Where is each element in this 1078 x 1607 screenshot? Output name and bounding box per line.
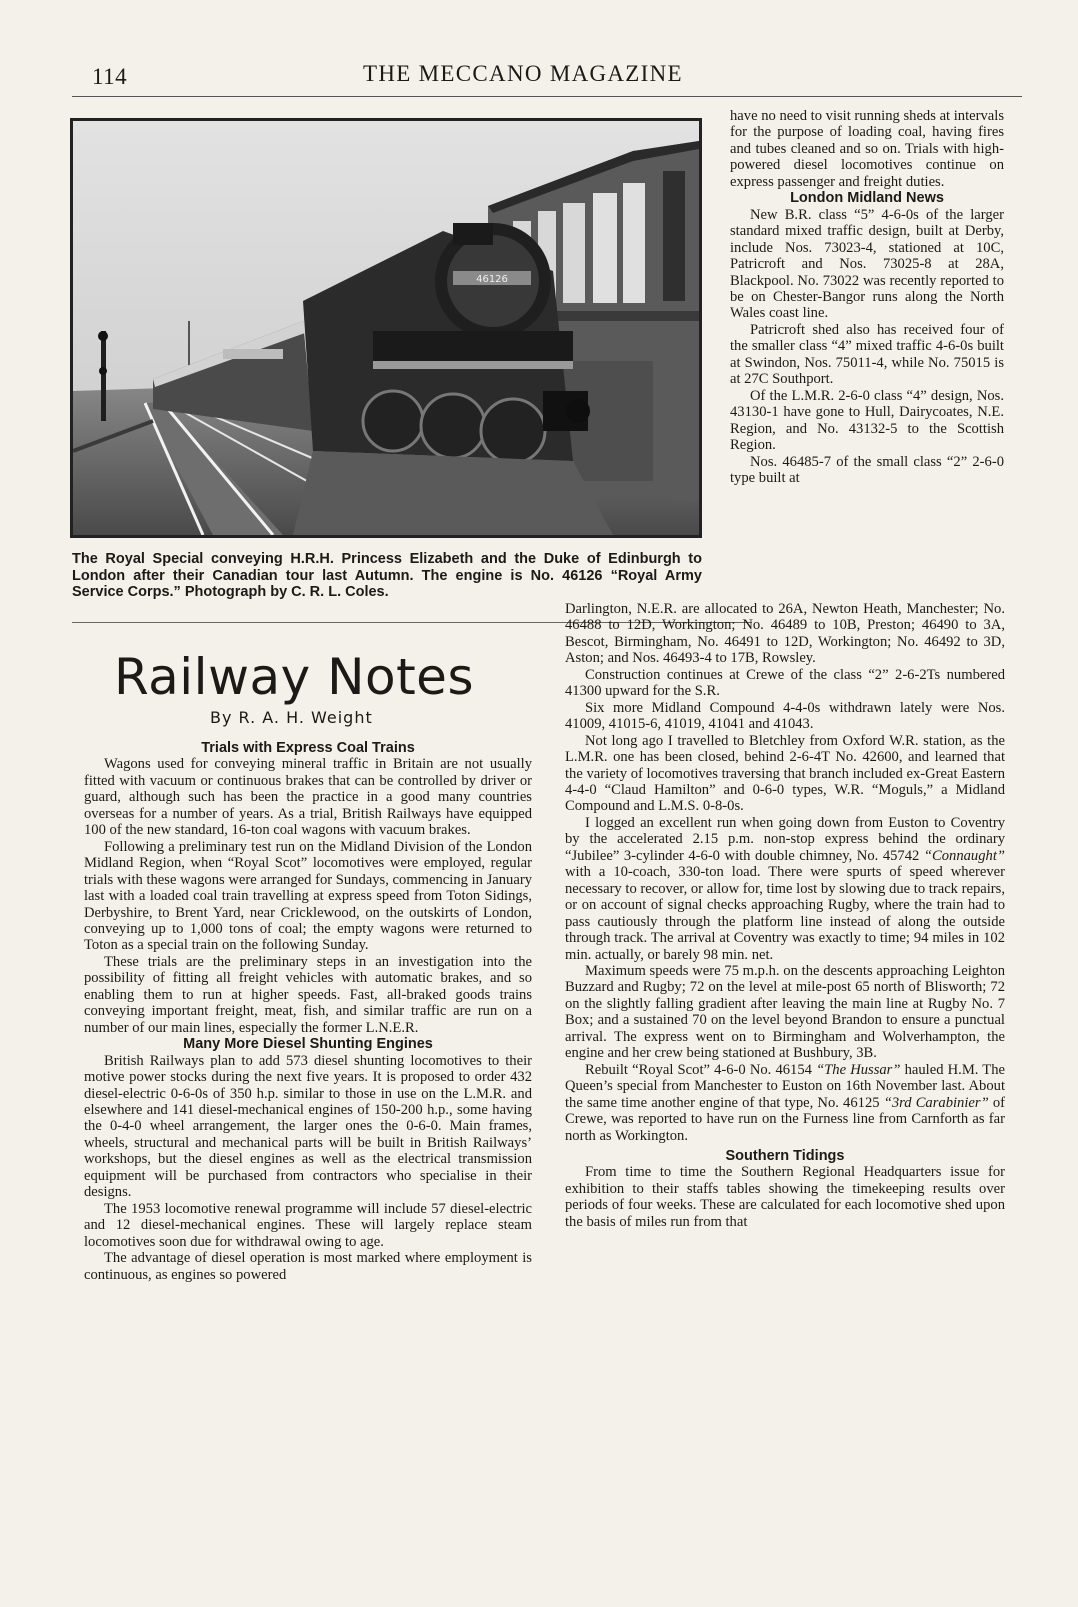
article-column-left (84, 740, 532, 1283)
smokebox-number-plate: 46126 (476, 274, 508, 285)
paragraph: Not long ago I travelled to Bletchley from Oxford W.R. station, as the L.M.R. one has been closed, behind 2-6-4T No. 42600, and learned that the variety of locomotives traversing that branch included ex-Great Eastern 4-4-0 “Claud Hamilton” and 0-6-0 types, W.R. “Moguls,” a Midland Compound and L.M.S. 0-8-0s. (565, 732, 1005, 815)
text-run: Rebuilt “Royal Scot” 4-6-0 No. 46154 (585, 1061, 817, 1078)
paragraph: Wagons used for conveying mineral traffic in Britain are not usually fitted with vacuum or continuous brakes that can be controlled by driver or guard, although such has been the practice in a good many countries overseas for a number of years. As a trial, British Railways have equipped 100 of the new standard, 16-ton coal wagons with vacuum brakes. (84, 756, 532, 839)
paragraph: Following a preliminary test run on the Midland Division of the London Midland Region, when “Royal Scot” locomotives were employed, regular trials with these wagons were arranged for Sundays, commencing in January last with a loaded coal train travelling at express speed from Toton Sidings, Derbyshire, to Brent Yard, near Cricklewood, on the outskirts of London, conveying up to 1,000 tons of coal; the empty wagons were returned to Toton as a special train on the following Sunday. (84, 838, 532, 954)
locomotive-name: “The Hussar” (816, 1061, 901, 1078)
paragraph: Construction continues at Crewe of the class “2” 2-6-2Ts numbered 41300 upward for the S.R. (565, 666, 1005, 700)
locomotive-name: “3rd Carabinier” (883, 1094, 989, 1111)
locomotive-photo-drawing (73, 121, 699, 535)
paragraph: have no need to visit running sheds at intervals for the purpose of loading coal, having fires and tubes cleaned and so on. Trials with high-powered diesel locomotives continue on express passenger and freight duties. (730, 108, 1004, 190)
paragraph: New B.R. class “5” 4-6-0s of the larger standard mixed traffic design, built at Derby, include Nos. 73023-4, stationed at 10C, Patricroft and Nos. 73025-8 at 28A, Blackpool. No. 73022 was recently reported to be on Chester-Bangor runs along the North Wales coast line. (730, 206, 1004, 322)
article-title: Railway Notes (114, 648, 474, 706)
paragraph: Patricroft shed also has received four of the smaller class “4” mixed traffic 4-6-0s built at Swindon, Nos. 75011-4, while No. 75015 is at 27C Southport. (730, 321, 1004, 388)
paragraph: Maximum speeds were 75 m.p.h. on the descents approaching Leighton Buzzard and Rugby; 72 on the level at mile-post 65 north of Blisworth; 72 on the slightly falling gradient after leaving the main line at Rugby No. 7 Box; and a sustained 70 on the level beyond Brandon to ensure a punctual arrival. The express went on to Birmingham and Wolverhampton, the engine and her crew being stationed at Bushbury, 3B. (565, 962, 1005, 1062)
article-column-right-bottom (565, 601, 1005, 1230)
page-number: 114 (92, 64, 128, 89)
header-rule (72, 96, 1022, 97)
locomotive-photo (70, 118, 702, 538)
magazine-title: THE MECCANO MAGAZINE (363, 61, 683, 86)
paragraph: British Railways plan to add 573 diesel shunting locomotives to their motive power stocks during the next five years. It is proposed to order 432 diesel-electric 0-6-0s of 350 h.p. similar to those in use on the L.M.R. and elsewhere and 141 diesel-mechanical engines of 150-200 h.p., some having the 0-4-0 wheel arrangement, the larger ones the 0-6-0. Main frames, wheels, structural and mechanical parts will be built in British Railways’ workshops, but the diesel engines as well as the electrical transmission equipment will be purchased from contractors who specialise in their designs. (84, 1052, 532, 1201)
article-column-right-top (730, 108, 1004, 486)
subheading-southern-tidings: Southern Tidings (725, 1147, 845, 1164)
article-byline: By R. A. H. Weight (210, 708, 373, 727)
paragraph (565, 1062, 1005, 1144)
text-run: with a 10-coach, 330-ton load. There were spurts of speed wherever necessary to recover, or allow for, time lost by slowing due to track repairs, or on account of signal checks approaching Rugby, where the train had to pass cautiously through the platform line instead of along the outside through track. The arrival at Coventry was exactly to time; 94 miles in 102 min. actually, or barely 98 min. net. (565, 864, 1005, 963)
paragraph: Of the L.M.R. 2-6-0 class “4” design, Nos. 43130-1 have gone to Hull, Dairycoates, N.E. Region, and No. 43132-5 to the Scottish Region. (730, 387, 1004, 454)
subheading-london-midland-news: London Midland News (790, 190, 944, 207)
text-run: I logged an excellent run when going down from Euston to Coventry by the accelerated 2.15 p.m. non-stop express behind the ordinary “Jubilee” 3-cylinder 4-6-0 with double chimney, No. 45742 (565, 814, 1005, 864)
subheading-express-coal-trains: Trials with Express Coal Trains (201, 740, 415, 756)
paragraph: Six more Midland Compound 4-4-0s withdrawn lately were Nos. 41009, 41015-6, 41019, 41041 and 41043. (565, 699, 1005, 733)
paragraph: Darlington, N.E.R. are allocated to 26A, Newton Heath, Manchester; No. 46488 to 12D, Workington; No. 46489 to 10B, Preston; 46490 to 3A, Bescot, Birmingham, No. 46491 to 12D, Workington; No. 46492 to 3D, Aston; and Nos. 46493-4 to 17B, Rowsley. (565, 601, 1005, 667)
paragraph: Nos. 46485-7 of the small class “2” 2-6-0 type built at (730, 453, 1004, 486)
paragraph: The 1953 locomotive renewal programme will include 57 diesel-electric and 12 diesel-mechanical engines. These will largely replace steam locomotives soon due for withdrawal owing to age. (84, 1200, 532, 1250)
paragraph (565, 815, 1005, 963)
paragraph: These trials are the preliminary steps in an investigation into the possibility of fitting all freight vehicles with automatic brakes, and so enabling them to run at higher speeds. Fast, all-braked goods trains conveying important freight, meat, fish, and similar traffic are run on a number of our main lines, especially the former L.N.E.R. (84, 953, 532, 1036)
photo-caption: The Royal Special conveying H.R.H. Princess Elizabeth and the Duke of Edinburgh to London after their Canadian tour last Autumn. The engine is No. 46126 “Royal Army Service Corps.” Photograph by C. R. L. Coles. (72, 551, 702, 600)
paragraph: From time to time the Southern Regional Headquarters issue for exhibition to their staffs tables showing the timekeeping results over periods of four weeks. These are calculated for each locomotive shed upon the basis of miles run from that (565, 1164, 1005, 1230)
text-run: of Crewe, was reported to have run on the Furness line from Carnforth as far north as Workington. (565, 1094, 1005, 1144)
paragraph: The advantage of diesel operation is most marked where employment is continuous, as engines so powered (84, 1250, 532, 1283)
text-run: hauled H.M. The Queen’s special from Manchester to Euston on 16th November last. About the same time another engine of that type, No. 46125 (565, 1061, 1005, 1111)
subheading-diesel-shunting: Many More Diesel Shunting Engines (183, 1036, 433, 1053)
locomotive-name: “Connaught” (923, 847, 1005, 864)
